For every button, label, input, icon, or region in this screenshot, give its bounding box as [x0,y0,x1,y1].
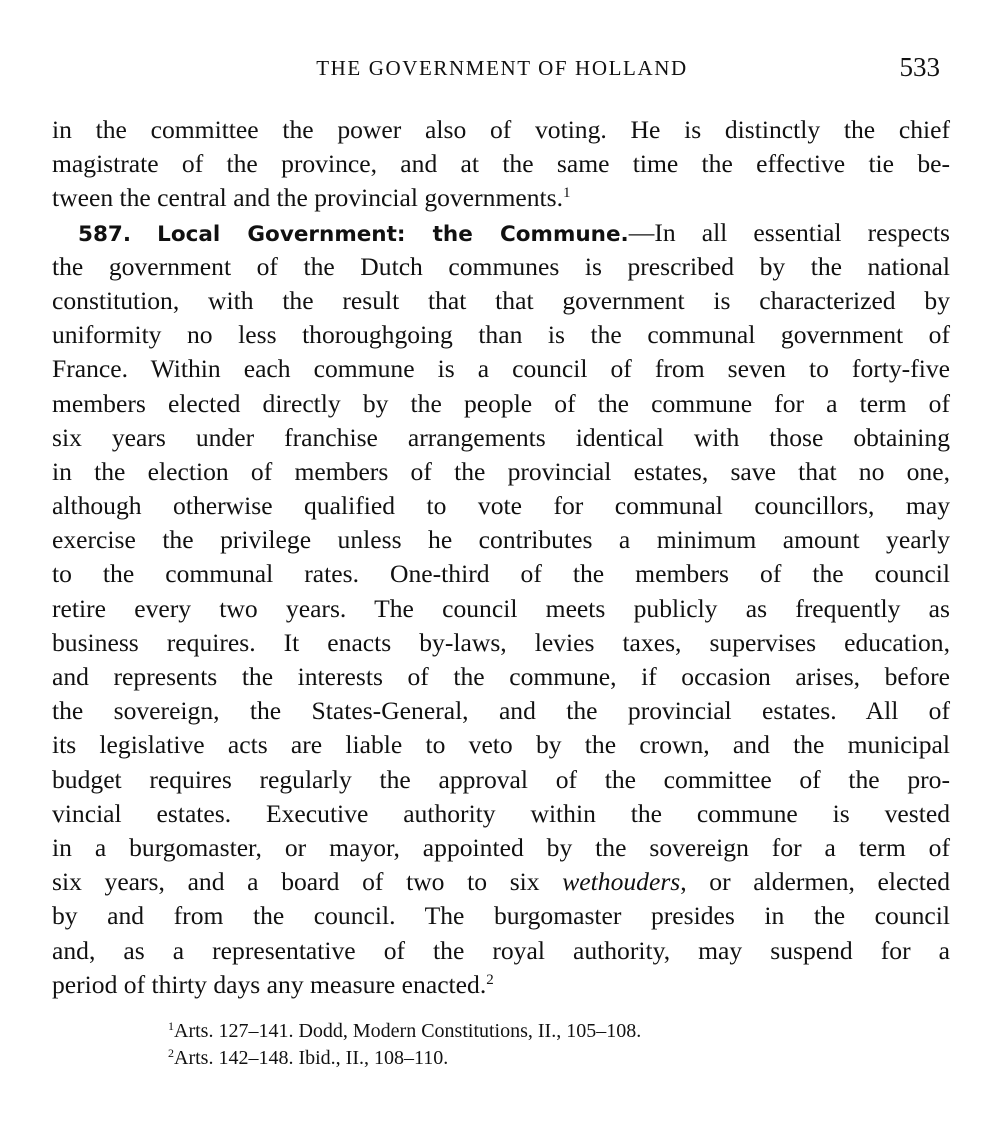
text-line [52,181,950,215]
text-line: by and from the council. The burgomaster presides in the council [52,901,950,931]
text-line: uniformity no less thoroughgoing than is the communal government of [52,320,950,350]
text-line: in a burgomaster, or mayor, appointed by the sovereign for a term of [52,832,950,862]
page-body [52,113,950,1002]
text-line: in the election of members of the provincial estates, save that no one, [52,456,950,486]
footnote [168,1045,888,1072]
footnote-ref: 2 [486,971,494,988]
page-number: 533 [899,52,940,82]
footnote-divider [52,1002,950,1003]
text-line: exercise the privilege unless he contributes a minimum amount yearly [52,525,950,555]
text-fragment: tween the central and the provincial governments. [52,183,563,213]
text-line: magistrate of the province, and at the same time the effective tie be- [52,149,950,179]
text-fragment: , or aldermen, elected [680,867,950,897]
footnote [168,1018,888,1045]
text-line: budget requires regularly the approval of the committee of the pro- [52,764,950,794]
text-line: and, as a representative of the royal authority, may suspend for a [52,935,950,965]
text-line: vincial estates. Executive authority within the commune is vested [52,798,950,828]
footnotes [168,1018,888,1072]
footnote-marker: 2 [168,1046,174,1060]
footnote-ref: 1 [562,185,571,202]
page-header [52,52,952,88]
text-line: in the committee the power also of voting. He is distinctly the chief [52,115,950,144]
text-line: constitution, with the result that that government is characterized by [52,285,950,315]
footnote-marker: 1 [168,1019,174,1033]
text-line: and represents the interests of the commune, if occasion arises, before [52,662,950,691]
text-line [52,968,950,1002]
text-line: the sovereign, the States-General, and the provincial estates. All of [52,696,950,726]
text-line: France. Within each commune is a council of from seven to forty-five [52,354,950,384]
text-fragment: six years, and a board of two to six [52,867,563,897]
text-line: its legislative acts are liable to veto by the crown, and the municipal [52,730,950,760]
italic-term: wethouders [562,867,681,897]
section-heading-line [52,216,950,250]
text-fragment: period of thirty days any measure enacted. [52,969,487,999]
section-number: 587. [78,221,132,247]
text-line: although otherwise qualified to vote for communal councillors, may [52,491,950,521]
footnote-text: Arts. 142–148. Ibid., II., 108–110. [174,1047,449,1069]
running-title: THE GOVERNMENT OF HOLLAND [316,56,688,80]
text-line: to the communal rates. One-third of the members of the council [52,559,950,589]
text-line [52,865,950,899]
text-fragment: —In all essential respects [628,217,951,247]
footnote-text: Arts. 127–141. Dodd, Modern Constitutions, II., 105–108. [174,1020,642,1042]
text-line: the government of the Dutch communes is prescribed by the national [52,251,950,281]
text-line: members elected directly by the people of the commune for a term of [52,388,950,418]
text-line: business requires. It enacts by-laws, levies taxes, supervises education, [52,627,950,657]
section-heading: Local Government: the Commune. [157,221,629,247]
text-line: retire every two years. The council meets publicly as frequently as [52,593,950,623]
text-line: six years under franchise arrangements identical with those obtaining [52,422,950,452]
